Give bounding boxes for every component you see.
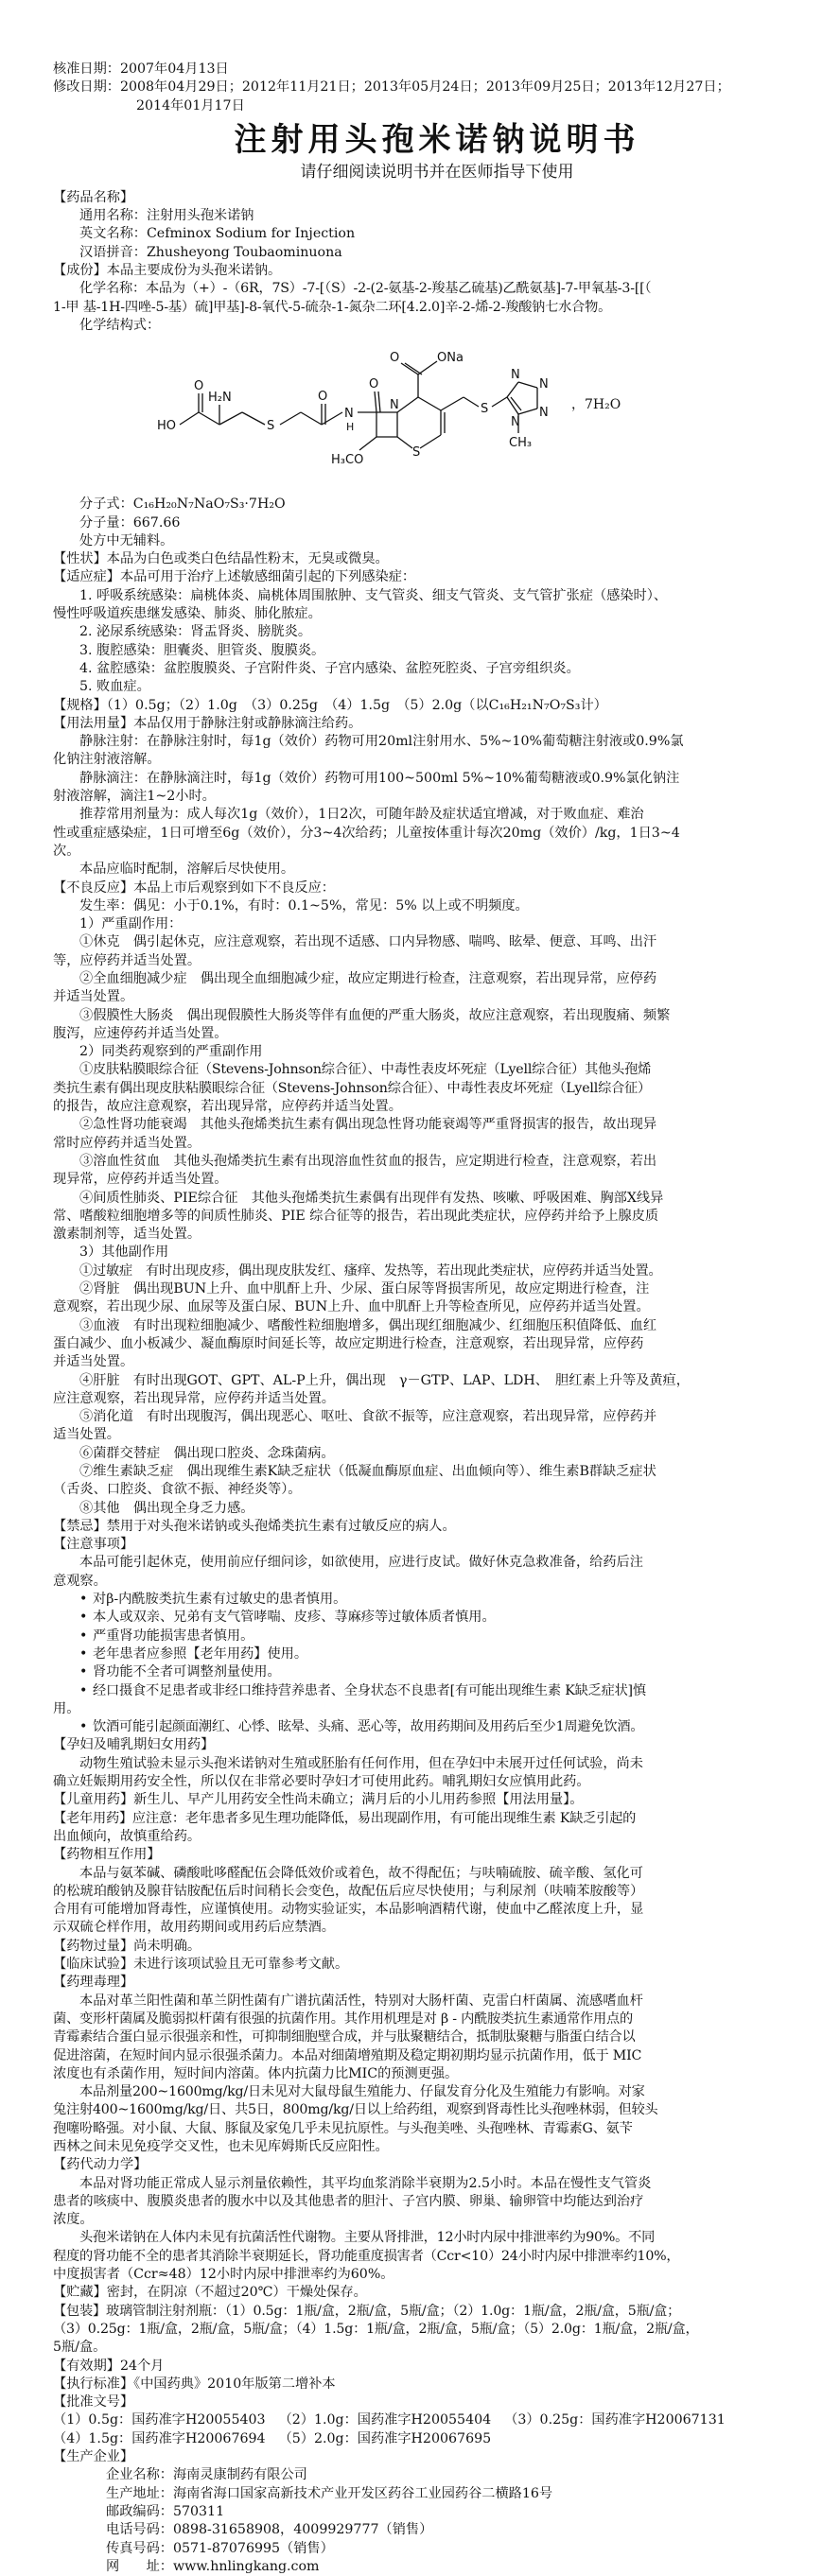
package-cont: （3）0.25g：1瓶/盒，2瓶/盒，5瓶/盒；（4）1.5g：1瓶/盒，2瓶/盒，5瓶/盒；（5）2.0g：1瓶/盒，2瓶/盒，	[53, 2321, 699, 2337]
section-pharmacology: 【药理毒理】	[53, 1975, 134, 1991]
atom-ona: ONa	[437, 351, 464, 366]
manufacturer-fax: 传真号码：0571-87076995（销售）	[106, 2540, 334, 2556]
caution-bullet-6: • 经口摄食不足患者或非经口维持营养患者、全身状态不良患者[有可能出现维生素 K缺乏症状]慎	[53, 1682, 821, 1700]
atom-n-ring: N	[390, 398, 399, 413]
package-cont2: 5瓶/盒。	[53, 2340, 107, 2356]
atom-n3: N	[539, 406, 549, 421]
caution-bullet-6-cont: 用。	[53, 1700, 80, 1716]
usage-iv-drip-cont: 射液溶解，滴注1~2小时。	[53, 789, 216, 805]
usage-iv-injection: 静脉注射：在静脉注射时，每1g（效价）药物可用20ml注射用水、5%~10%葡萄糖注射液或0.9%氯	[79, 734, 684, 750]
pk-2-cont2: 中度损害者（Ccr≈48）12小时内尿中排泄率约为60%。	[53, 2267, 394, 2283]
chemical-name-cont: 1-甲 基-1H-四唑-5-基）硫]甲基]-8-氧代-5-硫杂-1-氮杂二环[4.2.0]辛-2-烯-2-羧酸钠七水合物。	[53, 299, 612, 315]
interaction-1-cont: 的松琥珀酸钠及腺苷钴胺配伍后时间稍长会变色，故配伍后应尽快使用；与利尿剂（呋喃苯胺酸等）	[53, 1883, 644, 1899]
section-adverse: 【不良反应】本品上市后观察到如下不良反应：	[53, 879, 335, 896]
manufacturer-zip: 邮政编码：570311	[106, 2503, 225, 2519]
hydrate-label: ，7H₂O	[571, 397, 621, 413]
caution-bullet-2: • 本人或双亲、兄弟有支气管哮喘、皮疹、荨麻疹等过敏体质者慎用。	[53, 1609, 821, 1627]
pharmacology-2-cont: 兔注射400~1600mg/kg/日、共5日，800mg/kg/日以上给药组，观察到肾毒性比头孢唑林弱，但较头	[53, 2102, 658, 2118]
pharmacology-2: 本品剂量200~1600mg/kg/日未见对大鼠母鼠生殖能力、仔鼠发育分化及生殖能力有影响。对家	[79, 2084, 645, 2100]
interaction-1-cont2: 合用有可能增加肾毒性，应谨慎使用。动物实验证实，本品影响酒精代谢，使血中乙醛浓度上升，显	[53, 1902, 644, 1918]
pharmacology-1-cont3: 促进溶菌，在短时间内显示很强杀菌力。本品对细菌增殖期及稳定期初期均显示抗菌作用，低于 MIC	[53, 2047, 642, 2063]
section-usage: 【用法用量】本品仅用于静脉注射或静脉滴注给药。	[53, 715, 362, 731]
elderly-cont: 出血倾向，故慎重给药。	[53, 1828, 201, 1844]
interaction-1-cont3: 示双硫仑样作用，故用药期间或用药后应禁酒。	[53, 1920, 335, 1936]
structure-drawing	[0, 335, 840, 496]
adverse-b3-cont: 现异常，应停药并适当处置。	[53, 1172, 228, 1188]
adverse-c7-cont: （舌炎、口腔炎、食欲不振、神经炎等）。	[53, 1482, 302, 1498]
atom-nh: N	[344, 407, 354, 422]
atom-s-chain: S	[267, 419, 275, 434]
atom-h: H	[346, 421, 355, 434]
atom-h2n: H₂N	[208, 391, 232, 406]
pharmacology-1-cont: 菌、变形杆菌属及脆弱拟杆菌有很强的抗菌作用。其作用机理是对 β - 内酰胺类抗生素通常作用点的	[53, 2010, 634, 2027]
indication-3: 3. 腹腔感染：胆囊炎、胆管炎、腹膜炎。	[79, 642, 325, 658]
usage-iv-drip: 静脉滴注：在静脉滴注时，每1g（效价）药物可用100~500ml 5%~10%葡萄糖液或0.9%氯化钠注	[79, 770, 680, 786]
section-caution: 【注意事项】	[53, 1537, 134, 1553]
chemical-structure	[0, 335, 840, 496]
adverse-a2-cont: 并适当处置。	[53, 989, 134, 1005]
adverse-serious-heading: 1）严重副作用：	[79, 916, 183, 932]
atom-ch3: CH₃	[509, 436, 533, 451]
adverse-b1-cont2: 的报告，故应注意观察，若出现异常，应停药并适当处置。	[53, 1099, 402, 1115]
pk-2: 头孢米诺钠在人体内未见有抗菌活性代谢物。主要从肾排泄，12小时内尿中排泄率约为90%。不同	[79, 2230, 656, 2246]
adverse-c3-cont: 蛋白减少、血小板减少、凝血酶原时间延长等，故应定期进行检查，注意观察，若出现异常，应停药	[53, 1335, 644, 1351]
adverse-other-heading: 3）其他副作用	[79, 1244, 169, 1261]
section-contraindication: 【禁忌】禁用于对头孢米诺钠或头孢烯类抗生素有过敏反应的病人。	[53, 1518, 456, 1534]
atom-n4: N	[511, 415, 520, 430]
adverse-c5-cont: 适当处置。	[53, 1427, 120, 1443]
usage-dose-cont2: 次。	[53, 843, 80, 859]
section-storage: 【贮藏】密封，在阴凉（不超过20℃）干燥处保存。	[53, 2285, 367, 2301]
approval-1: （1）0.5g：国药准字H20055403	[53, 2412, 266, 2428]
adverse-c3: ③血液 有时出现粒细胞减少、嗜酸性粒细胞增多，偶出现红细胞减少、红细胞压积值降低、血红	[79, 1317, 657, 1333]
section-children: 【儿童用药】新生儿、早产儿用药安全性尚未确立；满月后的小儿用药参照【用法用量】。	[53, 1792, 584, 1808]
usage-iv-injection-cont: 化钠注射液溶解。	[53, 752, 161, 768]
revise-date-cont: 2014年01月17日	[136, 97, 245, 113]
adverse-b1-cont: 类抗生素有偶出现皮肤粘膜眼综合征（Stevens-Johnson综合征）、中毒性表皮坏死症（Lyell综合征）	[53, 1080, 652, 1096]
pk-1-cont: 患者的咳痰中、腹膜炎患者的腹水中以及其他患者的胆汁、子宫内膜、卵巢、输卵管中均能达到治疗	[53, 2193, 644, 2209]
atom-och3: H₃CO	[331, 453, 364, 468]
caution-1-cont: 意观察。	[53, 1573, 107, 1589]
section-standard: 【执行标准】《中国药典》2010年版第二增补本	[53, 2376, 336, 2392]
pk-1: 本品对肾功能正常成人显示剂量依赖性，其平均血浆消除半衰期为2.5小时。本品在慢性支气管炎	[79, 2175, 652, 2191]
adverse-c3-cont2: 并适当处置。	[53, 1354, 134, 1370]
atom-o-carboxyl: O	[390, 351, 400, 366]
adverse-b4-cont: 常、嗜酸粒细胞增多等的间质性肺炎、PIE 综合征等的报告，若出现此类症状，应停药并给予上腺皮质	[53, 1208, 659, 1224]
indication-1-cont: 慢性呼吸道疾患继发感染、肺炎、肺化脓症。	[53, 606, 322, 622]
document-title: 注射用头孢米诺钠说明书	[234, 120, 640, 159]
approval-row	[53, 2411, 739, 2429]
caution-bullet-7: • 饮酒可能引起颜面潮红、心悸、眩晕、头痛、恶心等，故用药期间及用药后至少1周避免饮酒。	[53, 1718, 821, 1736]
indication-2: 2. 泌尿系统感染：肾盂肾炎、膀胱炎。	[79, 624, 312, 640]
revise-date: 修改日期：2008年04月29日；2012年11月21日；2013年05月24日；2013年09月25日；2013年12月27日；	[53, 79, 730, 96]
caution-bullet-4: • 老年患者应参照【老年用药】使用。	[53, 1645, 821, 1663]
adverse-c4: ④肝脏 有时出现GOT、GPT、AL-P上升，偶出现 γ－GTP、LAP、LDH、 胆红素上升等及黄疸，	[79, 1372, 690, 1388]
approval-2: （2）1.0g：国药准字H20055404	[278, 2412, 492, 2428]
document-subtitle: 请仔细阅读说明书并在医师指导下使用	[300, 162, 574, 182]
verify-date: 核准日期：2007年04月13日	[53, 61, 229, 77]
atom-o-amide: O	[318, 390, 328, 405]
indication-1: 1. 呼吸系统感染：扁桃体炎、扁桃体周围脓肿、支气管炎、细支气管炎、支气管扩张症（感染时）、	[79, 587, 668, 603]
adverse-c2: ②肾脏 偶出现BUN上升、血中肌酐上升、少尿、蛋白尿等肾损害所见，故应定期进行检查，注	[79, 1281, 650, 1297]
molecular-weight: 分子量：667.66	[79, 514, 181, 531]
adverse-a2: ②全血细胞减少症 偶出现全血细胞减少症，故应定期进行检查，注意观察，若出现异常，应停药	[79, 970, 657, 986]
section-validity: 【有效期】24个月	[53, 2358, 165, 2374]
section-pregnancy: 【孕妇及哺乳期妇女用药】	[53, 1737, 215, 1753]
section-approval: 【批准文号】	[53, 2394, 134, 2411]
chemical-structure-label: 化学结构式：	[79, 317, 161, 333]
atom-s-ring: S	[412, 445, 421, 461]
manufacturer-name: 企业名称：海南灵康制药有限公司	[106, 2467, 307, 2483]
section-manufacturer: 【生产企业】	[53, 2449, 134, 2465]
indication-4: 4. 盆腔感染：盆腔腹膜炎、子宫附件炎、子宫内感染、盆腔死腔炎、子宫旁组织炎。	[79, 660, 580, 676]
caution-1: 本品可能引起休克，使用前应仔细问诊，如欲使用，应进行皮试。做好休克急救准备，给药后注	[79, 1555, 643, 1571]
atom-n2: N	[539, 377, 549, 392]
usage-dose: 推荐常用剂量为：成人每次1g（效价），1日2次，可随年龄及症状适宜增减，对于败血症、难治	[79, 807, 644, 823]
adverse-frequency: 发生率：偶见：小于0.1%，有时：0.1~5%，常见：5% 以上或不明频度。	[79, 897, 529, 914]
approval-table	[53, 2411, 739, 2448]
section-package: 【包装】玻璃管制注射剂瓶：（1）0.5g：1瓶/盒，2瓶/盒，5瓶/盒；（2）1.0g：1瓶/盒，2瓶/盒，5瓶/盒；	[53, 2303, 681, 2319]
approval-4: （4）1.5g：国药准字H20067694	[53, 2430, 266, 2446]
atom-o-acid: O	[194, 379, 204, 394]
adverse-c5: ⑤消化道 有时出现腹泻，偶出现恶心、呕吐、食欲不振等，应注意观察，若出现异常，应停药并	[79, 1409, 657, 1425]
pregnancy-text-cont: 确立妊娠期用药安全性，所以仅在非常必要时孕妇才可使用此药。哺乳期妇女应慎用此药。	[53, 1774, 590, 1790]
molecular-formula: 分子式：C₁₆H₂₀N₇NaO₇S₃·7H₂O	[79, 496, 286, 513]
caution-bullet-3: • 严重肾功能损害患者慎用。	[53, 1627, 821, 1645]
interaction-1: 本品与氨苯碱、磷酸吡哆醛配伍会降低效价或着色，故不得配伍；与呋喃硫胺、硫辛酸、氢化可	[79, 1865, 643, 1881]
section-drug-name: 【药品名称】	[53, 189, 134, 205]
adverse-b3: ③溶血性贫血 其他头孢烯类抗生素有出现溶血性贫血的报告，应定期进行检查，注意观察，若出	[79, 1153, 657, 1169]
indication-5: 5. 败血症。	[79, 679, 150, 695]
adverse-a3-cont: 腹泻，应速停药并适当处置。	[53, 1025, 228, 1041]
usage-dose-cont: 性或重症感染症，1日可增至6g（效价），分3~4次给药；儿童按体重计每次20mg（效价）/kg，1日3~4	[53, 825, 680, 841]
approval-5: （5）2.0g：国药准字H20067695	[278, 2430, 492, 2446]
section-clinical: 【临床试验】未进行该项试验且无可靠参考文献。	[53, 1957, 349, 1973]
caution-bullet-1: • 对β-内酰胺类抗生素有过敏史的患者慎用。	[53, 1591, 821, 1609]
adverse-c2-cont: 意观察，若出现少尿、血尿等及蛋白尿、BUN上升、血中肌酐上升等检查所见，应停药并适当处置。	[53, 1299, 650, 1315]
english-name: 英文名称：Cefminox Sodium for Injection	[79, 226, 356, 242]
pregnancy-text: 动物生殖试验未显示头孢米诺钠对生殖或胚胎有任何作用，但在孕妇中未展开过任何试验，尚未	[79, 1755, 643, 1771]
atom-n1: N	[511, 368, 520, 383]
adverse-b4: ④间质性肺炎、PIE综合征 其他头孢烯类抗生素偶有出现伴有发热、咳嗽、呼吸困难、胸部X线异	[79, 1190, 664, 1206]
section-indications: 【适应症】本品可用于治疗上述敏感细菌引起的下列感染症：	[53, 569, 416, 585]
adverse-b4-cont2: 激素制剂等，适当处置。	[53, 1227, 201, 1243]
excipient-note: 处方中无辅料。	[79, 532, 174, 548]
section-pharmacokinetics: 【药代动力学】	[53, 2157, 148, 2173]
section-interaction: 【药物相互作用】	[53, 1847, 161, 1863]
adverse-a3: ③假膜性大肠炎 偶出现假膜性大肠炎等伴有血便的严重大肠炎，故应注意观察，若出现腹痛、频繁	[79, 1007, 671, 1023]
atom-o-lactam: O	[369, 377, 379, 392]
approval-3: （3）0.25g：国药准字H20067131	[504, 2412, 726, 2428]
adverse-a1-cont: 等，应停药并适当处置。	[53, 952, 201, 968]
adverse-c6: ⑥菌群交替症 偶出现口腔炎、念珠菌病。	[79, 1445, 335, 1461]
section-spec: 【规格】（1）0.5g；（2）1.0g （3）0.25g （4）1.5g （5）2.0g（以C₁₆H₂₁N₇O₇S₃计）	[53, 697, 607, 713]
approval-row	[53, 2430, 739, 2448]
manufacturer-address: 生产地址：海南省海口国家高新技术产业开发区药谷工业园药谷二横路16号	[106, 2485, 553, 2501]
pharmacology-2-cont3: 西林之间未见免疫学交叉性，也未见库姆斯氏反应阳性。	[53, 2138, 389, 2154]
section-composition: 【成份】本品主要成份为头孢米诺钠。	[53, 263, 282, 279]
pk-2-cont: 程度的肾功能不全的患者其消除半衰期延长，肾功能重度损害者（Ccr<10）24小时内尿中排泄率约10%，	[53, 2248, 680, 2264]
caution-bullet-5: • 肾功能不全者可调整剂量使用。	[53, 1663, 821, 1681]
adverse-c1: ①过敏症 有时出现皮疹，偶出现皮肤发红、瘙痒、发热等，若出现此类症状，应停药并适当处置。	[79, 1262, 662, 1279]
adverse-c4-cont: 应注意观察，若出现异常，应停药并适当处置。	[53, 1390, 335, 1406]
usage-prepare: 本品应临时配制，溶解后尽快使用。	[79, 862, 295, 878]
manufacturer-website[interactable]: 网 址：www.hnlingkang.com	[106, 2558, 320, 2574]
adverse-b2-cont: 常时应停药并适当处置。	[53, 1135, 201, 1151]
section-elderly: 【老年用药】应注意：老年患者多见生理功能降低，易出现副作用，有可能出现维生素 K缺乏引起的	[53, 1810, 637, 1826]
pk-1-cont2: 浓度。	[53, 2212, 94, 2228]
pharmacology-1-cont2: 青霉素结合蛋白显示很强亲和性，可抑制细胞壁合成，并与肽聚糖结合，抵制肽聚糖与脂蛋白结合以	[53, 2029, 636, 2045]
atom-s-thio: S	[481, 402, 489, 417]
manufacturer-phone: 电话号码：0898-31658908，4009929777（销售）	[106, 2522, 433, 2538]
pharmacology-2-cont2: 孢噻吩略强。对小鼠、大鼠、豚鼠及家兔几乎未见抗原性。与头孢美唑、头孢唑林、青霉素G、氨苄	[53, 2120, 633, 2136]
section-character: 【性状】本品为白色或类白色结晶性粉末，无臭或微臭。	[53, 551, 389, 567]
adverse-c7: ⑦维生素缺乏症 偶出现维生素K缺乏症状（低凝血酶原血症、出血倾向等）、维生素B群缺乏症状	[79, 1464, 656, 1479]
pharmacology-1: 本品对革兰阳性菌和革兰阴性菌有广谱抗菌活性，特别对大肠杆菌、克雷白杆菌属、流感嗜血杆	[79, 1993, 643, 2009]
adverse-c8: ⑧其他 偶出现全身乏力感。	[79, 1500, 254, 1516]
pharmacology-1-cont4: 浓度也有杀菌作用，短时间内溶菌。体内抗菌力比MIC的预测更强。	[53, 2065, 459, 2081]
adverse-class-heading: 2）同类药观察到的严重副作用	[79, 1044, 263, 1060]
adverse-b2: ②急性肾功能衰竭 其他头孢烯类抗生素有偶出现急性肾功能衰竭等严重肾损害的报告，故出现异	[79, 1117, 657, 1133]
pinyin-name: 汉语拼音：Zhusheyong Toubaominuona	[79, 244, 342, 260]
adverse-a1: ①休克 偶引起休克，应注意观察，若出现不适感、口内异物感、喘鸣、眩晕、便意、耳鸣、出汗	[79, 934, 657, 950]
section-overdose: 【药物过量】尚未明确。	[53, 1938, 201, 1954]
chemical-name: 化学名称：本品为（+）-（6R，7S）-7-[（S）-2-(2-氨基-2-羧基乙硫基)乙酰氨基]-7-甲氧基-3-[[（	[79, 281, 652, 297]
adverse-b1: ①皮肤粘膜眼综合征（Stevens-Johnson综合征）、中毒性表皮坏死症（Lyell综合征）其他头孢烯	[79, 1062, 652, 1078]
generic-name: 通用名称：注射用头孢米诺钠	[79, 208, 254, 224]
atom-ho: HO	[157, 419, 177, 434]
